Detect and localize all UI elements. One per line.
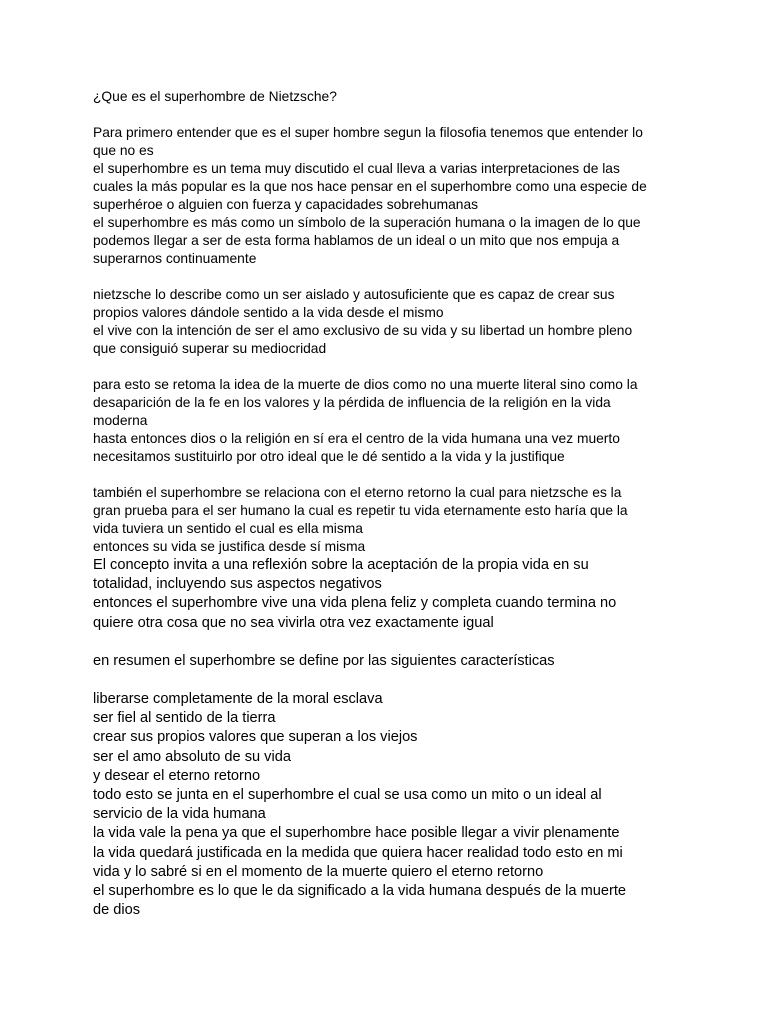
text-line: necesitamos sustituirlo por otro ideal que le dé sentido a la vida y la justifique [93,449,565,464]
text-line: servicio de la vida humana [93,806,266,823]
text-line: que no es [93,143,154,158]
text-line: hasta entonces dios o la religión en sí era el centro de la vida humana una vez muerto [93,431,620,446]
text-line: desaparición de la fe en los valores y la pérdida de influencia de la religión en la vida [93,395,611,410]
text-line: el superhombre es un tema muy discutido el cual lleva a varias interpretaciones de las [93,161,620,176]
text-line: superhéroe o alguien con fuerza y capacidades sobrehumanas [93,197,479,212]
text-line: entonces el superhombre vive una vida plena feliz y completa cuando termina no [93,595,617,612]
text-line: nietzsche lo describe como un ser aislado y autosuficiente que es capaz de crear sus [93,287,615,302]
text-line: entonces su vida se justifica desde sí misma [93,539,366,554]
text-line: liberarse completamente de la moral esclava [93,691,383,708]
text-line: y desear el eterno retorno [93,767,261,784]
paragraph-spacer [93,358,683,376]
paragraph-spacer [93,106,683,124]
text-line: superarnos continuamente [93,251,257,266]
text-line: la vida vale la pena ya que el superhombre hace posible llegar a vivir plenamente [93,825,620,842]
paragraph-5 [93,652,683,671]
paragraph-6 [93,690,683,920]
text-line: el superhombre es más como un símbolo de la superación humana o la imagen de lo que [93,215,641,230]
paragraph-3 [93,376,683,466]
text-line: crear sus propios valores que superan a los viejos [93,729,418,746]
paragraph-spacer [93,466,683,484]
text-line: en resumen el superhombre se define por las siguientes características [93,652,555,669]
paragraph-spacer [93,633,683,652]
text-line: cuales la más popular es la que nos hace pensar en el superhombre como una especie de [93,179,647,194]
text-line: quiere otra cosa que no sea vivirla otra vez exactamente igual [93,614,494,631]
text-line: también el superhombre se relaciona con el eterno retorno la cual para nietzsche es la [93,485,622,500]
text-line: que consiguió superar su mediocridad [93,341,327,356]
document-body [93,88,683,920]
paragraph-2 [93,286,683,358]
text-line: podemos llegar a ser de esta forma hablamos de un ideal o un mito que nos empuja a [93,233,620,248]
text-line: El concepto invita a una reflexión sobre la aceptación de la propia vida en su [93,557,589,573]
text-line: el superhombre es lo que le da significado a la vida humana después de la muerte [93,883,627,900]
text-line: la vida quedará justificada en la medida que quiera hacer realidad todo esto en mi [93,844,623,861]
text-line: propios valores dándole sentido a la vida desde el mismo [93,305,444,320]
text-line: totalidad, incluyendo sus aspectos negativos [93,576,382,593]
text-line: el vive con la intención de ser el amo exclusivo de su vida y su libertad un hombre pleno [93,323,633,338]
text-line: Para primero entender que es el super hombre segun la filosofia tenemos que entender lo [93,125,643,140]
paragraph-4 [93,484,683,633]
text-line: gran prueba para el ser humano la cual es repetir tu vida eternamente esto haría que la [93,503,628,518]
text-line: moderna [93,413,148,428]
text-line: para esto se retoma la idea de la muerte de dios como no una muerte literal sino como la [93,377,638,392]
document-title: ¿Que es el superhombre de Nietzsche? [93,89,337,104]
paragraph-spacer [93,268,683,286]
text-line: vida tuviera un sentido el cual es ella misma [93,521,363,536]
paragraph-spacer [93,671,683,690]
text-line: ser fiel al sentido de la tierra [93,710,276,727]
text-line: todo esto se junta en el superhombre el cual se usa como un mito o un ideal al [93,787,602,804]
paragraph-1 [93,124,683,268]
text-line: vida y lo sabré si en el momento de la muerte quiero el eterno retorno [93,863,544,880]
text-line: de dios [93,902,141,919]
text-line: ser el amo absoluto de su vida [93,748,291,765]
